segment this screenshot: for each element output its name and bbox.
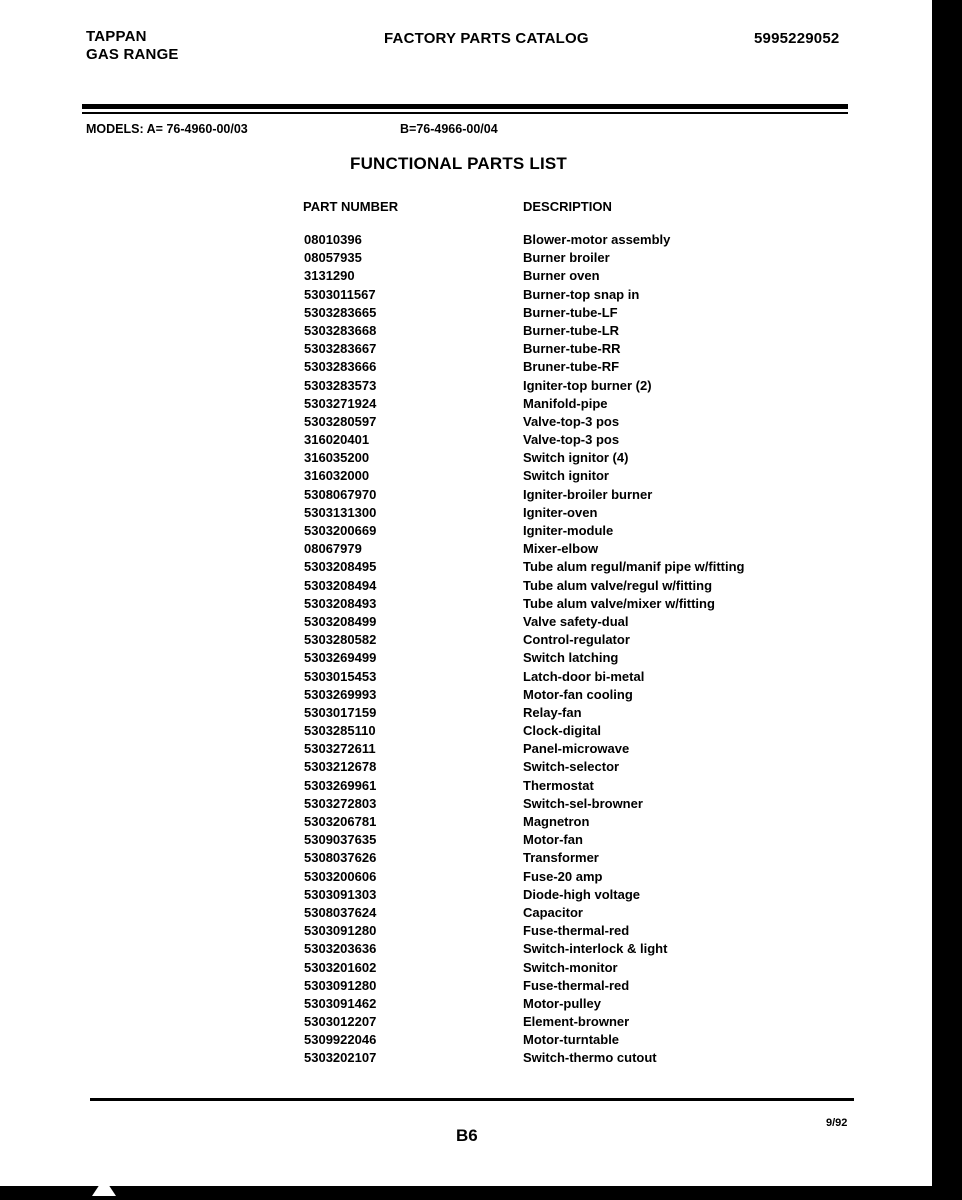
list-item (0, 723, 932, 741)
part-description: Manifold-pipe (523, 395, 608, 411)
part-number: 5303200669 (304, 523, 377, 538)
column-header-part-number: PART NUMBER (303, 199, 399, 214)
part-description: Diode-high voltage (523, 886, 640, 902)
part-number: 5303269499 (304, 650, 377, 666)
part-description: Fuse-20 amp (523, 868, 603, 884)
part-description: Switch-sel-browner (523, 795, 643, 811)
list-item (0, 687, 932, 705)
part-number: 316032000 (304, 468, 370, 484)
list-item (0, 378, 932, 396)
part-description: Burner-top snap in (523, 286, 640, 302)
part-number: 5303208493 (304, 595, 377, 611)
column-header-description: DESCRIPTION (523, 199, 612, 214)
part-description: Latch-door bi-metal (523, 668, 645, 684)
part-number: 5303203636 (304, 941, 377, 957)
list-item (0, 923, 932, 941)
part-description: Igniter-broiler burner (523, 486, 653, 502)
part-number: 5303272611 (304, 741, 376, 757)
part-description: Panel-microwave (523, 741, 630, 757)
list-item (0, 941, 932, 959)
part-number: 5303131300 (304, 504, 377, 520)
part-number: 5303285110 (304, 723, 376, 739)
list-item (0, 359, 932, 377)
part-description: Switch latching (523, 650, 619, 666)
part-description: Switch ignitor (4) (523, 450, 629, 466)
part-description: Igniter-top burner (2) (523, 377, 652, 393)
list-item (0, 323, 932, 341)
part-number: 5303012207 (304, 1014, 377, 1030)
list-item (0, 505, 932, 523)
part-number: 5303206781 (304, 814, 377, 829)
part-number: 5303091280 (304, 923, 377, 939)
footer-divider (90, 1098, 854, 1101)
brand-block (86, 28, 179, 64)
list-item (0, 850, 932, 868)
part-description: Mixer-elbow (523, 541, 599, 557)
list-item (0, 414, 932, 432)
list-item (0, 1032, 932, 1050)
part-number: 5303201602 (304, 959, 377, 975)
list-item (0, 978, 932, 996)
list-item (0, 468, 932, 486)
part-number: 5303280582 (304, 632, 377, 648)
list-item (0, 632, 932, 650)
part-description: Tube alum regul/manif pipe w/fitting (523, 559, 745, 575)
list-item (0, 396, 932, 414)
part-description: Igniter-oven (523, 504, 598, 520)
part-description: Burner broiler (523, 250, 610, 266)
part-description: Thermostat (523, 777, 594, 793)
list-item (0, 905, 932, 923)
list-item (0, 250, 932, 268)
list-item (0, 778, 932, 796)
part-description: Magnetron (523, 814, 590, 829)
part-description: Capacitor (523, 904, 583, 920)
list-item (0, 814, 932, 832)
list-item (0, 1014, 932, 1032)
part-description: Motor-fan cooling (523, 686, 633, 702)
parts-list (0, 232, 932, 1069)
part-number: 5303015453 (304, 668, 377, 684)
list-item (0, 305, 932, 323)
scan-border-bottom (0, 1186, 962, 1200)
catalog-title: FACTORY PARTS CATALOG (384, 30, 589, 47)
part-number: 5303202107 (304, 1050, 377, 1066)
part-number: 5309037635 (304, 832, 377, 848)
part-number: 08067979 (304, 541, 362, 557)
part-number: 08010396 (304, 232, 362, 247)
part-number: 3131290 (304, 268, 355, 284)
list-item (0, 796, 932, 814)
list-item (0, 887, 932, 905)
part-number: 08057935 (304, 250, 362, 266)
part-number: 5303208495 (304, 559, 377, 575)
part-number: 5308037626 (304, 850, 377, 866)
part-number: 5303269961 (304, 777, 377, 793)
part-number: 5303091303 (304, 886, 377, 902)
part-number: 5303212678 (304, 759, 377, 775)
list-item (0, 450, 932, 468)
part-number: 5303091280 (304, 977, 377, 993)
list-item (0, 996, 932, 1014)
part-description: Relay-fan (523, 704, 582, 720)
part-description: Motor-pulley (523, 995, 601, 1011)
list-item (0, 232, 932, 250)
scan-border-notch (92, 1178, 116, 1196)
part-number: 316020401 (304, 432, 370, 448)
part-number: 5303017159 (304, 704, 377, 720)
part-number: 5303208499 (304, 613, 377, 629)
part-description: Fuse-thermal-red (523, 923, 630, 939)
part-description: Switch-monitor (523, 959, 618, 975)
model-a: MODELS: A= 76-4960-00/03 (86, 122, 248, 136)
list-item (0, 596, 932, 614)
part-number: 5303011567 (304, 286, 376, 302)
list-item (0, 578, 932, 596)
product-type: GAS RANGE (86, 46, 179, 63)
scan-border-right (932, 0, 962, 1200)
part-description: Motor-turntable (523, 1032, 620, 1048)
list-item (0, 559, 932, 577)
list-item (0, 832, 932, 850)
part-number: 5303269993 (304, 686, 377, 702)
part-number: 5303091462 (304, 995, 377, 1011)
list-item (0, 705, 932, 723)
part-number: 5308067970 (304, 486, 377, 502)
part-description: Valve-top-3 pos (523, 432, 620, 448)
part-description: Switch ignitor (523, 468, 609, 484)
part-number: 5303283667 (304, 341, 377, 357)
part-description: Motor-fan (523, 832, 583, 848)
list-item (0, 487, 932, 505)
part-description: Element-browner (523, 1014, 630, 1030)
part-description: Switch-thermo cutout (523, 1050, 657, 1066)
header-divider-thin (82, 112, 848, 114)
part-description: Fuse-thermal-red (523, 977, 630, 993)
part-description: Tube alum valve/mixer w/fitting (523, 595, 715, 611)
part-number: 5303200606 (304, 868, 377, 884)
list-item (0, 541, 932, 559)
part-description: Valve-top-3 pos (523, 413, 620, 429)
part-description: Valve safety-dual (523, 613, 629, 629)
list-item (0, 1050, 932, 1068)
list-item (0, 669, 932, 687)
list-item (0, 759, 932, 777)
part-description: Tube alum valve/regul w/fitting (523, 577, 713, 593)
part-number: 316035200 (304, 450, 370, 466)
list-item (0, 341, 932, 359)
part-description: Burner-tube-LR (523, 322, 620, 338)
model-b: B=76-4966-00/04 (400, 122, 498, 136)
part-number: 5303283668 (304, 322, 377, 338)
part-number: 5308037624 (304, 904, 377, 920)
part-number: 5303271924 (304, 395, 377, 411)
revision-date: 9/92 (826, 1117, 848, 1129)
list-title: FUNCTIONAL PARTS LIST (350, 154, 568, 173)
part-description: Bruner-tube-RF (523, 359, 620, 375)
part-number: 5303283665 (304, 304, 377, 320)
part-number: 5303208494 (304, 577, 377, 593)
list-item (0, 287, 932, 305)
list-item (0, 869, 932, 887)
part-number: 5303272803 (304, 795, 377, 811)
list-item (0, 523, 932, 541)
part-number: 5303280597 (304, 413, 377, 429)
list-item (0, 741, 932, 759)
part-description: Burner-tube-RR (523, 341, 621, 357)
list-item (0, 960, 932, 978)
part-number: 5303283666 (304, 359, 377, 375)
part-description: Burner oven (523, 268, 600, 284)
list-item (0, 614, 932, 632)
list-item (0, 432, 932, 450)
page-number: B6 (456, 1126, 478, 1145)
header-divider-thick (82, 104, 848, 109)
part-description: Control-regulator (523, 632, 630, 648)
part-description: Switch-interlock & light (523, 941, 668, 957)
list-item (0, 268, 932, 286)
part-description: Igniter-module (523, 523, 614, 538)
part-description: Burner-tube-LF (523, 304, 618, 320)
part-description: Switch-selector (523, 759, 620, 775)
brand-name: TAPPAN (86, 28, 147, 45)
part-number: 5303283573 (304, 377, 377, 393)
list-item (0, 650, 932, 668)
part-description: Clock-digital (523, 723, 602, 739)
part-description: Blower-motor assembly (523, 232, 671, 247)
part-description: Transformer (523, 850, 599, 866)
part-number: 5309922046 (304, 1032, 377, 1048)
catalog-number: 5995229052 (754, 30, 840, 47)
